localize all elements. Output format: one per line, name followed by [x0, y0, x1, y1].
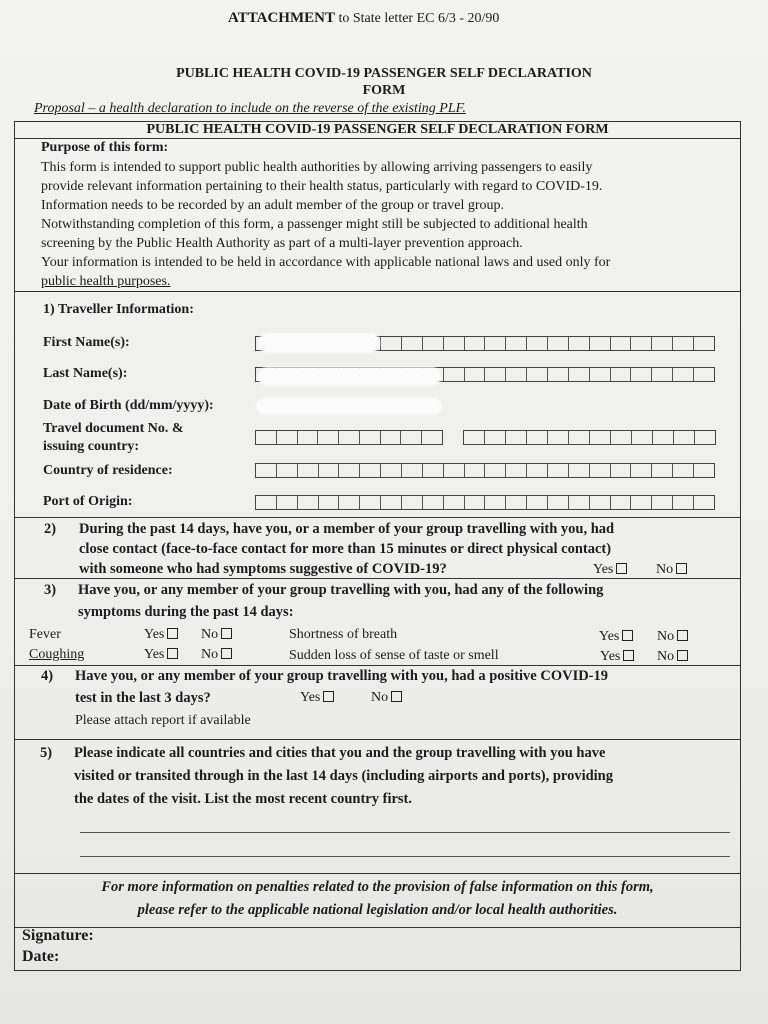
checkbox-icon[interactable] — [323, 691, 334, 702]
attachment-line — [228, 10, 499, 27]
q2-line: During the past 14 days, have you, or a member of your group travelling with you, had — [79, 521, 615, 537]
last-name-label: Last Name(s): — [43, 366, 128, 381]
q4-line: Have you, or any member of your group travelling with you, had a positive COVID-19 — [75, 668, 609, 684]
q2-number: 2) — [44, 521, 57, 537]
checkbox-icon[interactable] — [167, 648, 178, 659]
purpose-line: Notwithstanding completion of this form, a passenger might still be subjected to additional health — [41, 217, 588, 232]
checkbox-icon[interactable] — [623, 650, 634, 661]
q2-yes-option[interactable] — [593, 562, 627, 578]
yes-label: Yes — [300, 690, 321, 705]
box-title: PUBLIC HEALTH COVID-19 PASSENGER SELF DECLARATION FORM — [146, 122, 609, 137]
purpose-line: screening by the Public Health Authority as part of a multi-layer prevention approach. — [41, 236, 523, 251]
q2-line: close contact (face-to-face contact for more than 15 minutes or direct physical contact) — [79, 541, 612, 557]
q3-number: 3) — [44, 582, 57, 598]
divider-q3 — [14, 665, 741, 666]
no-label: No — [201, 627, 219, 642]
date-label: Date: — [22, 948, 60, 965]
q3-line: Have you, or any member of your group travelling with you, had any of the following — [78, 582, 604, 598]
q4-yes-option[interactable] — [300, 690, 334, 706]
redaction-mark — [258, 367, 441, 386]
q5-answer-line[interactable] — [80, 832, 730, 833]
q5-answer-line[interactable] — [80, 856, 730, 857]
coughing-yes-option[interactable] — [144, 647, 178, 663]
divider-footer — [14, 927, 741, 928]
q4-note: Please attach report if available — [75, 713, 251, 728]
divider-q2 — [14, 578, 741, 579]
checkbox-icon[interactable] — [221, 628, 232, 639]
purpose-line: provide relevant information pertaining to their health status, particularly with regard to COVID-19. — [41, 179, 603, 194]
no-label: No — [657, 649, 675, 664]
divider-traveller — [14, 517, 741, 518]
no-label: No — [201, 647, 219, 662]
form-title-line2: FORM — [362, 83, 406, 98]
purpose-line: Your information is intended to be held in accordance with applicable national laws and used only for — [41, 255, 611, 270]
yes-label: Yes — [144, 627, 165, 642]
fever-no-option[interactable] — [201, 627, 232, 643]
attachment-ref: to State letter EC 6/3 - 20/90 — [338, 11, 500, 26]
checkbox-icon[interactable] — [677, 650, 688, 661]
fever-label: Fever — [29, 627, 61, 642]
redaction-mark — [258, 333, 380, 353]
checkbox-icon[interactable] — [622, 630, 633, 641]
q5-line: Please indicate all countries and cities that you and the group travelling with you have — [74, 745, 606, 761]
checkbox-icon[interactable] — [616, 563, 627, 574]
yes-label: Yes — [600, 649, 621, 664]
origin-label: Port of Origin: — [43, 494, 133, 509]
breath-yes-option[interactable] — [599, 629, 633, 645]
checkbox-icon[interactable] — [221, 648, 232, 659]
purpose-heading: Purpose of this form: — [41, 140, 169, 155]
coughing-no-option[interactable] — [201, 647, 232, 663]
purpose-line: This form is intended to support public health authorities by allowing arriving passengers to easily — [41, 160, 593, 175]
signature-label: Signature: — [22, 927, 94, 944]
divider-purpose — [14, 291, 741, 292]
coughing-label: Coughing — [29, 647, 85, 662]
dob-redaction-mark — [256, 398, 442, 415]
yes-label: Yes — [144, 647, 165, 662]
divider-q5 — [14, 873, 741, 874]
fever-yes-option[interactable] — [144, 627, 178, 643]
attachment-word: ATTACHMENT — [228, 10, 335, 26]
divider-q4 — [14, 739, 741, 740]
q5-line: the dates of the visit. List the most recent country first. — [74, 791, 413, 807]
travel-doc-number-field[interactable] — [255, 430, 443, 445]
travel-doc-label-1: Travel document No. & — [43, 421, 184, 436]
checkbox-icon[interactable] — [676, 563, 687, 574]
taste-yes-option[interactable] — [600, 649, 634, 665]
no-label: No — [656, 562, 674, 577]
dob-label: Date of Birth (dd/mm/yyyy): — [43, 398, 214, 413]
penalty-note-line1: For more information on penalties related to the provision of false information on this form, — [101, 879, 654, 895]
q2-line: with someone who had symptoms suggestive of COVID-19? — [79, 561, 447, 577]
q3-line: symptoms during the past 14 days: — [78, 604, 294, 620]
residence-field[interactable] — [255, 463, 715, 478]
penalty-note-line2: please refer to the applicable national legislation and/or local health authorities. — [137, 902, 618, 918]
q2-no-option[interactable] — [656, 562, 687, 578]
checkbox-icon[interactable] — [677, 630, 688, 641]
divider-title — [14, 138, 741, 139]
breath-no-option[interactable] — [657, 629, 688, 645]
taste-label: Sudden loss of sense of taste or smell — [289, 648, 499, 663]
first-name-label: First Name(s): — [43, 335, 130, 350]
no-label: No — [657, 629, 675, 644]
form-title-line1: PUBLIC HEALTH COVID-19 PASSENGER SELF DECLARATION — [176, 66, 592, 81]
origin-field[interactable] — [255, 495, 715, 510]
checkbox-icon[interactable] — [391, 691, 402, 702]
yes-label: Yes — [593, 562, 614, 577]
purpose-line: Information needs to be recorded by an adult member of the group or travel group. — [41, 198, 505, 213]
proposal-note: Proposal – a health declaration to include on the reverse of the existing PLF. — [34, 101, 466, 116]
travel-doc-label-2: issuing country: — [43, 439, 140, 454]
q4-no-option[interactable] — [371, 690, 402, 706]
q4-number: 4) — [41, 668, 54, 684]
traveller-heading: 1) Traveller Information: — [43, 302, 194, 317]
purpose-line: public health purposes. — [41, 274, 171, 289]
q5-line: visited or transited through in the last 14 days (including airports and ports), providing — [74, 768, 613, 784]
q5-number: 5) — [40, 745, 53, 761]
checkbox-icon[interactable] — [167, 628, 178, 639]
breath-label: Shortness of breath — [289, 627, 398, 642]
no-label: No — [371, 690, 389, 705]
yes-label: Yes — [599, 629, 620, 644]
taste-no-option[interactable] — [657, 649, 688, 665]
q4-line: test in the last 3 days? — [75, 690, 211, 706]
residence-label: Country of residence: — [43, 463, 173, 478]
issuing-country-field[interactable] — [463, 430, 716, 445]
